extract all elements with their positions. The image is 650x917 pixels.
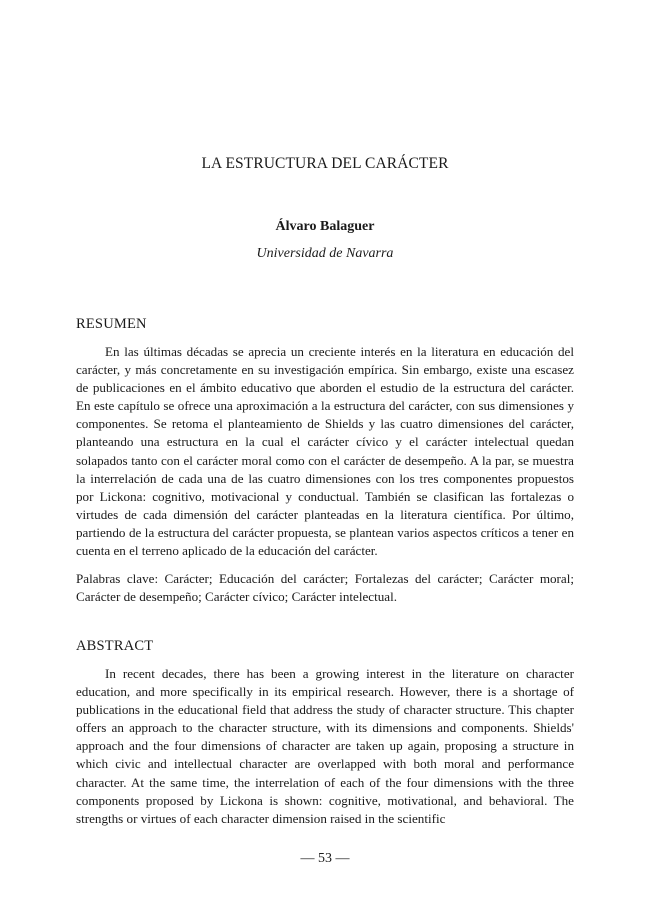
chapter-title: LA ESTRUCTURA DEL CARÁCTER <box>201 155 449 172</box>
abstract-body: In recent decades, there has been a growing interest in the literature on character education, and more specifically in its empirical research. However, there is a shortage of publications in the educational field that address the study of character structure. This chapter offers an approach to the character structure, with its dimensions and components. Shields' approach and the four dimensions of character are taken up again, proposing a structure in which civic and intellectual character are overlapped with both moral and performance character. At the same time, the interrelation of each of the four dimensions with the three components proposed by Lickona is shown: cognitive, motivational, and behavioral. The strengths or virtues of each character dimension raised in the scientific <box>76 666 574 826</box>
abstract-heading: ABSTRACT <box>76 638 154 654</box>
page-number: — 53 — <box>300 851 350 866</box>
resumen-heading: RESUMEN <box>76 316 147 332</box>
author-name: Álvaro Balaguer <box>275 219 375 234</box>
resumen-keywords: Palabras clave: Carácter; Educación del carácter; Fortalezas del carácter; Carácter moral; Carácter de desempeño; Carácter cívico; Carácter intelectual. <box>76 571 574 605</box>
resumen-body: En las últimas décadas se aprecia un creciente interés en la literatura en educación del carácter, y más concretamente en su investigación empírica. Sin embargo, existe una escasez de publicaciones en el ámbito educativo que aborden el estudio de la estructura del carácter. En este capítulo se ofrece una aproximación a la estructura del carácter, con sus dimensiones y componentes. Se retoma el planteamiento de Shields y las cuatro dimensiones del carácter, planteando una estructura en la cual el carácter cívico y el carácter intelectual quedan solapados tanto con el carácter moral como con el carácter de desempeño. A la par, se muestra la interrelación de cada una de las cuatro dimensiones con los tres componentes propuestos por Lickona: cognitivo, motivacional y conductual. También se clasifican las fortalezas o virtudes de cada dimensión del carácter planteadas en la literatura científica. Por último, partiendo de la estructura del carácter propuesta, se plantean varios aspectos críticos a tener en cuenta en el terreno aplicado de la educación del carácter. <box>76 344 574 559</box>
author-affiliation: Universidad de Navarra <box>256 246 394 261</box>
